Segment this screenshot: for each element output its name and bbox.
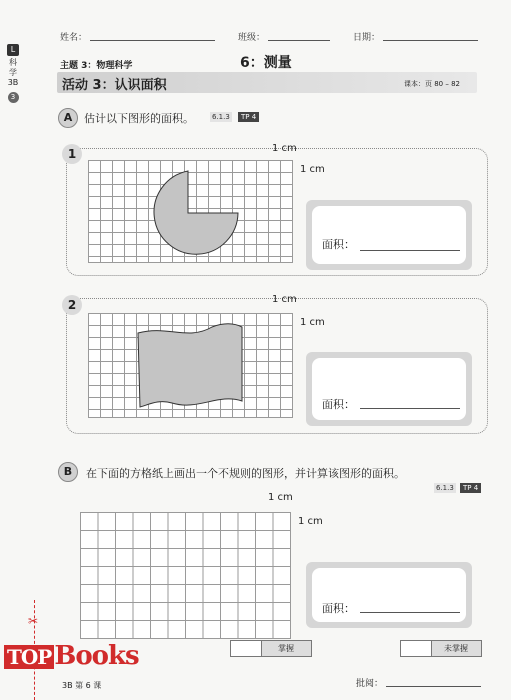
- mastered-button[interactable]: [230, 640, 312, 657]
- section-b-badge: B: [58, 462, 78, 482]
- activity-title: 活动 3：认识面积: [62, 78, 167, 93]
- subject-label: 科学: [9, 58, 17, 77]
- item-2-number: 2: [62, 295, 82, 315]
- section-b-instruction: 在下面的方格纸上画出一个不规则的图形，并计算该图形的面积。: [86, 467, 405, 480]
- section-a-tp: TP 4: [238, 112, 259, 122]
- section-a-instruction: 估计以下图形的面积。: [84, 112, 194, 125]
- mastered-label: 掌握: [278, 644, 294, 653]
- item-1-number: 1: [62, 144, 82, 164]
- not-mastered-button[interactable]: [400, 640, 482, 657]
- date-field[interactable]: [383, 40, 478, 41]
- topbooks-logo: TOP Books: [4, 641, 139, 671]
- section-b-answer-box: [306, 562, 472, 628]
- name-field[interactable]: [90, 40, 215, 41]
- class-field[interactable]: [268, 40, 330, 41]
- section-b-unit-h: 1 cm: [268, 492, 293, 503]
- name-label: 姓名：: [60, 33, 88, 43]
- item-2-unit-v: 1 cm: [300, 317, 325, 328]
- unit-number: 3: [8, 92, 19, 103]
- item-1-answer-label: 面积：: [322, 238, 355, 251]
- item-2-answer-field[interactable]: [360, 408, 460, 409]
- wavy-rectangle-shape: [88, 313, 292, 417]
- item-1-unit-h: 1 cm: [272, 143, 297, 154]
- section-b-answer-label: 面积：: [322, 602, 355, 615]
- item-1-answer-box: [306, 200, 472, 270]
- item-1-grid: [88, 160, 293, 263]
- section-a-code: 6.1.3: [212, 113, 230, 121]
- section-b-tp: TP 4: [460, 483, 481, 493]
- item-1-unit-v: 1 cm: [300, 164, 325, 175]
- item-2-answer-box: [306, 352, 472, 426]
- item-1-answer-field[interactable]: [360, 250, 460, 251]
- item-2-grid: [88, 313, 293, 418]
- publisher-logo: L: [7, 44, 19, 56]
- grade-label: 3B: [7, 78, 19, 87]
- theme-label: 主题 3：物理科学: [60, 61, 133, 71]
- side-tab: [6, 44, 20, 103]
- section-b-unit-v: 1 cm: [298, 516, 323, 527]
- section-b-answer-field[interactable]: [360, 612, 460, 613]
- lesson-label: 3B 第 6 课: [62, 681, 102, 690]
- section-b-code: 6.1.3: [436, 484, 454, 492]
- date-label: 日期：: [353, 33, 381, 43]
- not-mastered-label: 未掌握: [444, 644, 468, 653]
- scissors-icon: ✂: [28, 614, 39, 628]
- quarter-cut-circle-shape: [88, 160, 292, 262]
- class-label: 班级：: [238, 33, 266, 43]
- item-2-answer-label: 面积：: [322, 398, 355, 411]
- review-label: 批阅：: [356, 679, 384, 689]
- section-a-badge: A: [58, 108, 78, 128]
- textbook-ref: 课本：页 80 – 82: [404, 80, 460, 88]
- item-2-unit-h: 1 cm: [272, 294, 297, 305]
- review-field[interactable]: [386, 686, 481, 687]
- chapter-title: 6：测量: [240, 55, 292, 71]
- section-b-drawing-grid[interactable]: [80, 512, 291, 639]
